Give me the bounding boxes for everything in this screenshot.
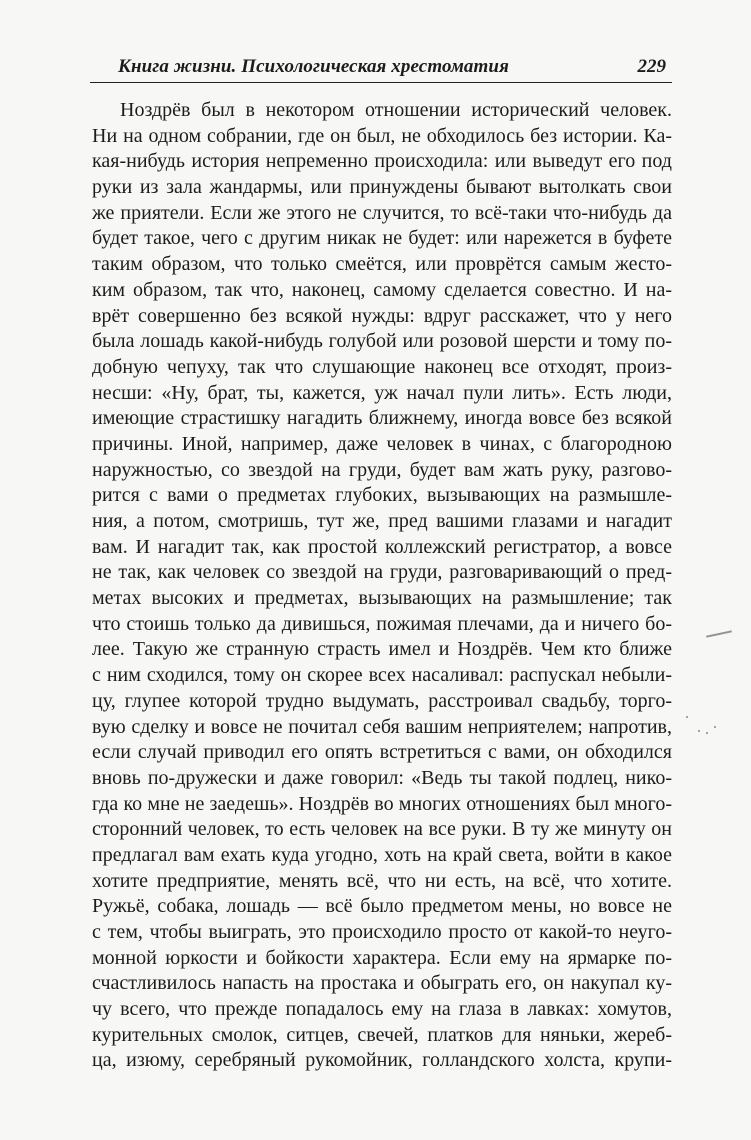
text-line: с ним сходился, тому он скорее всех насаливал: распускал небыли- [92, 664, 672, 687]
text-line: таким образом, что только смеётся, или проврётся самым жесто- [92, 253, 672, 276]
text-line: наружностью, со звездой на груди, будет вам жать руку, разгово- [92, 458, 672, 481]
text-line: что стоишь только да дивишься, пожимая плечами, да и ничего бо- [92, 612, 672, 635]
text-line: несши: «Ну, брат, ты, кажется, уж начал пули лить». Есть люди, [92, 381, 672, 404]
text-line: была лошадь какой-нибудь голубой или розовой шерсти и тому по- [92, 330, 672, 353]
text-line: добную чепуху, так что слушающие наконец все отходят, произ- [92, 355, 672, 378]
text-line: метах высоких и предметах, вызывающих на размышление; так [92, 587, 672, 610]
text-line: кая-нибудь история непременно происходила: или выведут его под [92, 150, 672, 173]
text-line: сторонний человек, то есть человек на все руки. В ту же минуту он [92, 818, 672, 841]
text-line: курительных смолок, ситцев, свечей, платков для няньки, жереб- [92, 1023, 672, 1046]
running-header [90, 52, 672, 83]
text-line: рится с вами о предметах глубоких, вызывающих на размышле- [92, 484, 672, 507]
text-line: имеющие страстишку нагадить ближнему, иногда вовсе без всякой [92, 407, 672, 430]
scan-specks [684, 712, 724, 742]
text-line: вам. И нагадит так, как простой коллежский регистратор, а вовсе [92, 535, 672, 558]
text-line: врёт совершенно без всякой нужды: вдруг расскажет, что у него [92, 304, 672, 327]
text-line: счастливилось напасть на простака и обыграть его, он накупал ку- [92, 972, 672, 995]
text-line: Ноздрёв был в некотором отношении исторический человек. [120, 99, 672, 121]
text-line: причины. Иной, например, даже человек в чинах, с благородною [92, 432, 672, 455]
text-line: предлагал вам ехать куда угодно, хоть на край света, войти в какое [92, 843, 672, 866]
text-line: же приятели. Если же этого не случится, то всё-таки что-нибудь да [92, 201, 672, 224]
running-title: Книга жизни. Психологическая хрестоматия [118, 56, 509, 77]
text-line: ния, а потом, смотришь, тут же, пред вашими глазами и нагадит [92, 510, 672, 532]
text-line: не так, как человек со звездой на груди, разговаривающий о пред- [92, 561, 672, 584]
text-line: с тем, чтобы выиграть, это происходило просто от какой-то неуго- [92, 921, 672, 943]
text-line: вновь по-дружески и даже говорил: «Ведь ты такой подлец, нико- [92, 766, 672, 789]
text-line: будет такое, чего с другим никак не будет: или нарежется в буфете [92, 227, 672, 250]
scan-smudge [706, 630, 732, 637]
text-line: если случай приводил его опять встретиться с вами, он обходился [92, 741, 672, 764]
text-line: ца, изюму, серебряный рукомойник, голландского холста, крупи- [92, 1049, 672, 1072]
text-line: чу всего, что прежде попадалось ему на глаза в лавках: хомутов, [92, 998, 672, 1021]
text-line: гда ко мне не заедешь». Ноздрёв во многих отношениях был много- [92, 792, 672, 815]
text-line: ким образом, так что, наконец, самому сделается совестно. И на- [92, 278, 672, 301]
page-number: 229 [637, 56, 666, 77]
text-line: монной юркости и бойкости характера. Если ему на ярмарке по- [92, 946, 672, 969]
text-line: вую сделку и вовсе не почитал себя вашим неприятелем; напротив, [92, 715, 672, 738]
text-line: Ни на одном собрании, где он был, не обходилось без истории. Ка- [92, 124, 672, 147]
text-line: хотите предприятие, менять всё, что ни есть, на всё, что хотите. [92, 869, 672, 892]
text-line: Ружьё, собака, лошадь — всё было предметом мены, но вовсе не [92, 895, 672, 918]
text-line: цу, глупее которой трудно выдумать, расстроивал свадьбу, торго- [92, 689, 672, 712]
text-line: лее. Такую же странную страсть имел и Ноздрёв. Чем кто ближе [92, 638, 672, 661]
text-line: руки из зала жандармы, или принуждены бывают вытолкать свои [92, 176, 672, 199]
body-paragraph [92, 98, 672, 1074]
